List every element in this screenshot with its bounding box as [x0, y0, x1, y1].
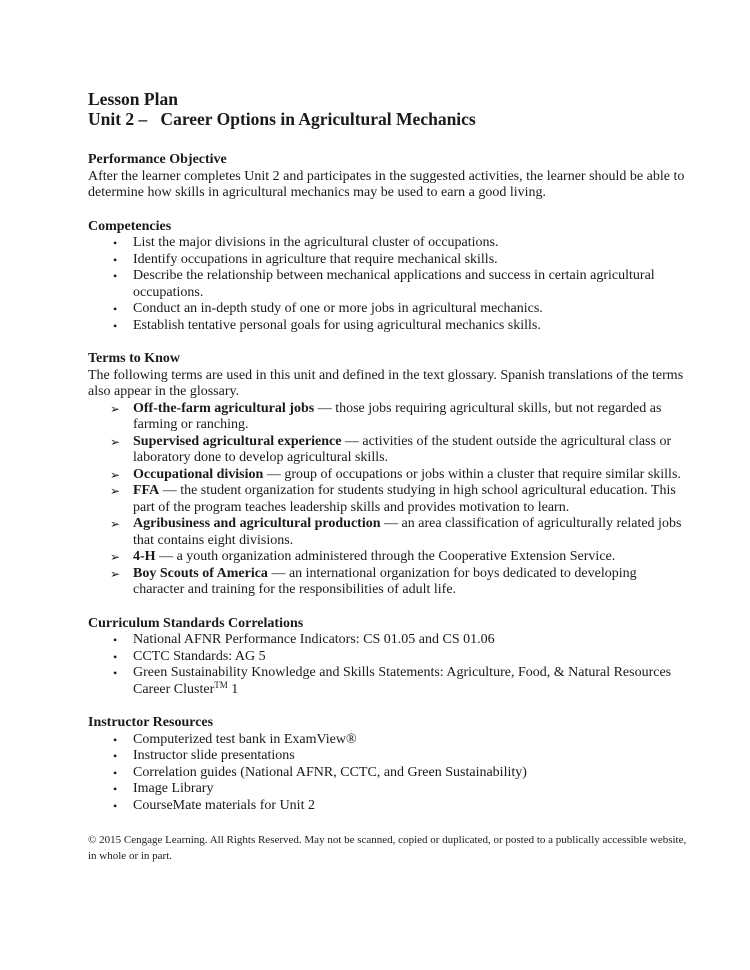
list-item — [88, 252, 688, 269]
standard-suffix: 1 — [227, 681, 239, 697]
bullet-icon: • — [113, 236, 118, 250]
list-item — [88, 268, 688, 301]
curriculum-standards-list — [88, 632, 688, 698]
competencies-section — [88, 219, 688, 335]
curriculum-standards-heading: Curriculum Standards Correlations — [88, 615, 304, 631]
standard-text: CCTC Standards: AG 5 — [133, 648, 266, 664]
arrow-bullet-icon: ➢ — [110, 467, 121, 482]
term-item — [88, 483, 688, 516]
competency-text: List the major divisions in the agricultural cluster of occupations. — [133, 235, 499, 250]
term-item — [88, 434, 688, 467]
terms-list — [88, 401, 688, 599]
instructor-resources-section — [88, 715, 688, 814]
arrow-bullet-icon: ➢ — [110, 401, 121, 416]
list-item — [88, 632, 688, 649]
list-item — [88, 301, 688, 318]
arrow-bullet-icon: ➢ — [110, 550, 121, 564]
competency-text: Conduct an in-depth study of one or more jobs in agricultural mechanics. — [133, 301, 543, 316]
standard-text: National AFNR Performance Indicators: CS 01.05 and CS 01.06 — [133, 632, 495, 647]
term-item — [88, 549, 688, 566]
term-name: Occupational division — [133, 466, 264, 482]
arrow-bullet-icon: ➢ — [110, 566, 121, 581]
list-item — [88, 649, 688, 666]
bullet-icon: • — [113, 782, 118, 796]
bullet-icon: • — [113, 302, 118, 316]
term-definition: — an international organization for boys dedicated to developing character and training for the responsibilities of adult life. — [133, 565, 637, 597]
bullet-icon: • — [113, 633, 118, 647]
bullet-icon: • — [113, 269, 118, 283]
term-name: FFA — [133, 483, 160, 498]
competencies-heading: Competencies — [88, 218, 172, 234]
term-item — [88, 516, 688, 549]
bullet-icon: • — [113, 649, 118, 664]
competencies-list — [88, 235, 688, 334]
resource-text: Instructor slide presentations — [133, 748, 295, 763]
title-line-1: Lesson Plan — [88, 89, 178, 109]
arrow-bullet-icon: ➢ — [110, 517, 121, 531]
title-line-2: Unit 2 – Career Options in Agricultural Mechanics — [88, 109, 476, 129]
term-definition: — activities of the student outside the agricultural class or laboratory done to develop agricultural skills. — [133, 433, 672, 465]
bullet-icon: • — [113, 252, 118, 267]
list-item — [88, 732, 688, 749]
competency-text: Establish tentative personal goals for using agricultural mechanics skills. — [133, 317, 541, 333]
term-item — [88, 401, 688, 434]
list-item — [88, 665, 688, 698]
curriculum-standards-section — [88, 616, 688, 699]
term-name: Agribusiness and agricultural production — [133, 516, 381, 531]
bullet-icon: • — [113, 732, 118, 747]
instructor-resources-heading: Instructor Resources — [88, 715, 214, 730]
list-item — [88, 765, 688, 782]
term-definition: — a youth organization administered through the Cooperative Extension Service. — [155, 549, 616, 564]
bullet-icon: • — [113, 749, 118, 763]
standard-text: Green Sustainability Knowledge and Skills Statements: Agriculture, Food, & Natural Resources Career Cluster — [133, 665, 672, 697]
list-item — [88, 318, 688, 335]
term-name: Off-the-farm agricultural jobs — [133, 400, 315, 416]
resource-text: CourseMate materials for Unit 2 — [133, 797, 315, 813]
resource-text: Computerized test bank in ExamView® — [133, 731, 357, 747]
list-item — [88, 748, 688, 765]
resource-text: Image Library — [133, 781, 214, 796]
term-definition: — those jobs requiring agricultural skills, but not regarded as farming or ranching. — [133, 400, 662, 432]
bullet-icon: • — [113, 318, 118, 333]
competency-text: Describe the relationship between mechanical applications and success in certain agricultural occupations. — [133, 268, 655, 300]
document-page — [88, 89, 688, 875]
terms-intro-text: The following terms are used in this unit and defined in the text glossary. Spanish translations of the terms also appear in the glossary. — [88, 367, 684, 399]
bullet-icon: • — [113, 798, 118, 813]
list-item — [88, 798, 688, 815]
instructor-resources-list — [88, 732, 688, 815]
competency-text: Identify occupations in agriculture that require mechanical skills. — [133, 251, 498, 267]
bullet-icon: • — [113, 666, 118, 680]
term-definition: — the student organization for students studying in high school agricultural education. This part of the program teaches leadership skills and provides motivation to learn. — [133, 483, 676, 515]
term-definition: — group of occupations or jobs within a cluster that require similar skills. — [263, 466, 681, 482]
performance-objective-heading: Performance Objective — [88, 152, 227, 167]
term-definition: — an area classification of agriculturally related jobs that contains eight divisions. — [133, 516, 682, 548]
trademark-superscript: TM — [214, 679, 228, 690]
term-name: Supervised agricultural experience — [133, 433, 342, 449]
resource-text: Correlation guides (National AFNR, CCTC, and Green Sustainability) — [133, 764, 527, 780]
lesson-plan-title — [88, 89, 688, 129]
arrow-bullet-icon: ➢ — [110, 484, 121, 498]
terms-to-know-section — [88, 351, 688, 599]
term-name: Boy Scouts of America — [133, 565, 268, 581]
term-item — [88, 566, 688, 599]
list-item — [88, 235, 688, 252]
copyright-footer: © 2015 Cengage Learning. All Rights Reserved. May not be scanned, copied or duplicated, or posted to a publically accessible website, in whole or in part. — [88, 834, 687, 862]
term-name: 4-H — [133, 549, 156, 564]
performance-objective-text: After the learner completes Unit 2 and participates in the suggested activities, the learner should be able to determine how skills in agricultural mechanics may be used to earn a good living. — [88, 168, 685, 200]
list-item — [88, 781, 688, 798]
arrow-bullet-icon: ➢ — [110, 434, 121, 449]
performance-objective-section — [88, 152, 688, 202]
terms-to-know-heading: Terms to Know — [88, 351, 181, 366]
bullet-icon: • — [113, 765, 118, 780]
term-item — [88, 467, 688, 484]
